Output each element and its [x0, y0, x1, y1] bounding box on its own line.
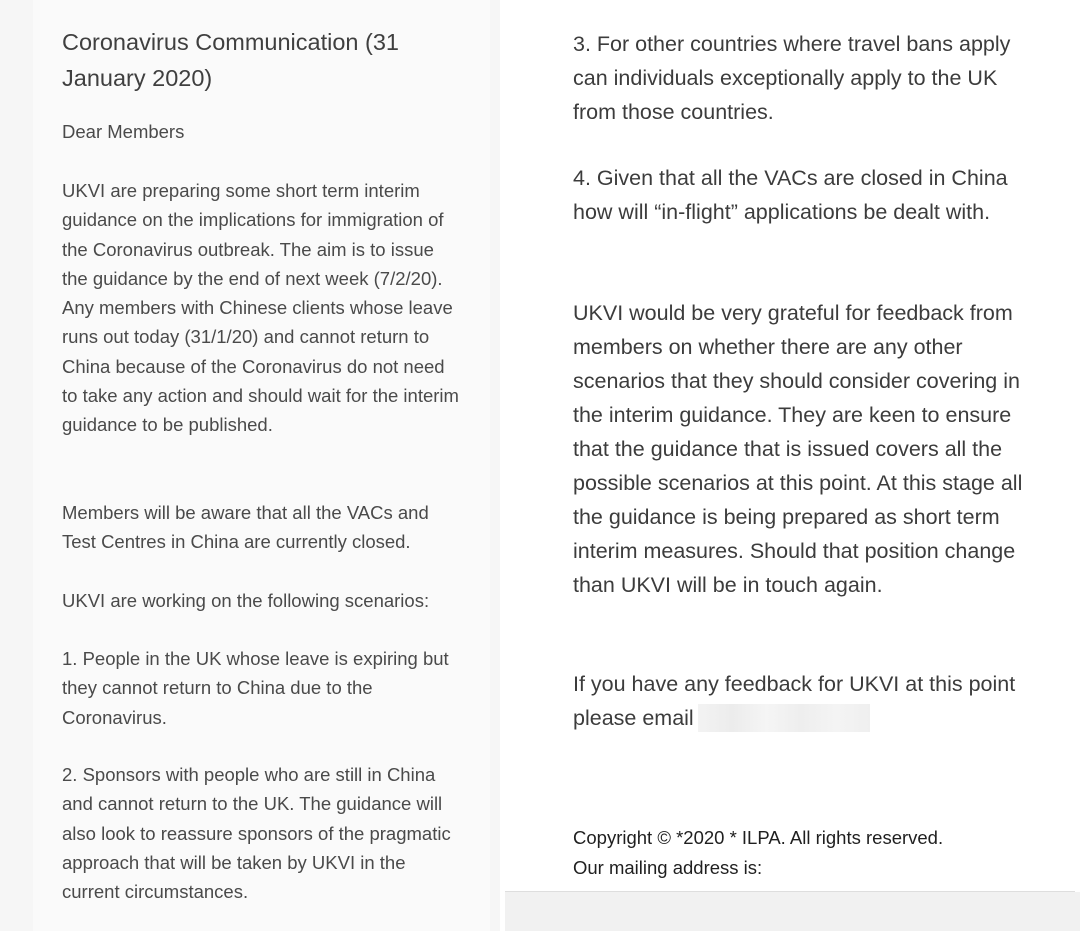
- footer-strip: [505, 892, 1080, 931]
- greeting: Dear Members: [62, 121, 185, 142]
- scenario-item-3: 3. For other countries where travel bans apply can individuals exceptionally apply to the UK from those countries.: [573, 32, 1011, 124]
- redacted-email-link[interactable]: [698, 704, 870, 732]
- mailing-address-label: Our mailing address is:: [573, 857, 763, 878]
- email-paragraph-text: If you have any feedback for UKVI at this point please email: [573, 672, 1016, 730]
- scenarios-intro: UKVI are working on the following scenarios:: [62, 590, 430, 611]
- closure-paragraph: Members will be aware that all the VACs and Test Centres in China are currently closed.: [62, 502, 429, 553]
- page-title: Coronavirus Communication (31 January 2020): [62, 29, 399, 91]
- scenario-item-1: 1. People in the UK whose leave is expiring but they cannot return to China due to the Coronavirus.: [62, 648, 449, 728]
- feedback-paragraph: UKVI would be very grateful for feedback from members on whether there are any other scenarios that they should consider covering in the interim guidance. They are keen to ensure that the guidance that is issued covers all the possible scenarios at this point. At this stage all the guidance is being prepared as short term interim measures. Should that position change than UKVI will be in touch again.: [573, 301, 1023, 597]
- guidance-paragraph: UKVI are preparing some short term interim guidance on the implications for immigration of the Coronavirus outbreak. The aim is to issue the guidance by the end of next week (7/2/20). Any members with Chinese clients whose leave runs out today (31/1/20) and cannot return to China because of the Coronavirus do not need to take any action and should wait for the interim guidance to be published.: [62, 180, 459, 436]
- email-paragraph: [573, 667, 1043, 735]
- copyright-notice: Copyright © *2020 * ILPA. All rights reserved.: [573, 827, 944, 848]
- scenario-item-4: 4. Given that all the VACs are closed in China how will “in-flight” applications be dealt with.: [573, 166, 1008, 224]
- scenario-item-2: 2. Sponsors with people who are still in China and cannot return to the UK. The guidance will also look to reassure sponsors of the pragmatic approach that will be taken by UKVI in the current circumstances.: [62, 764, 451, 903]
